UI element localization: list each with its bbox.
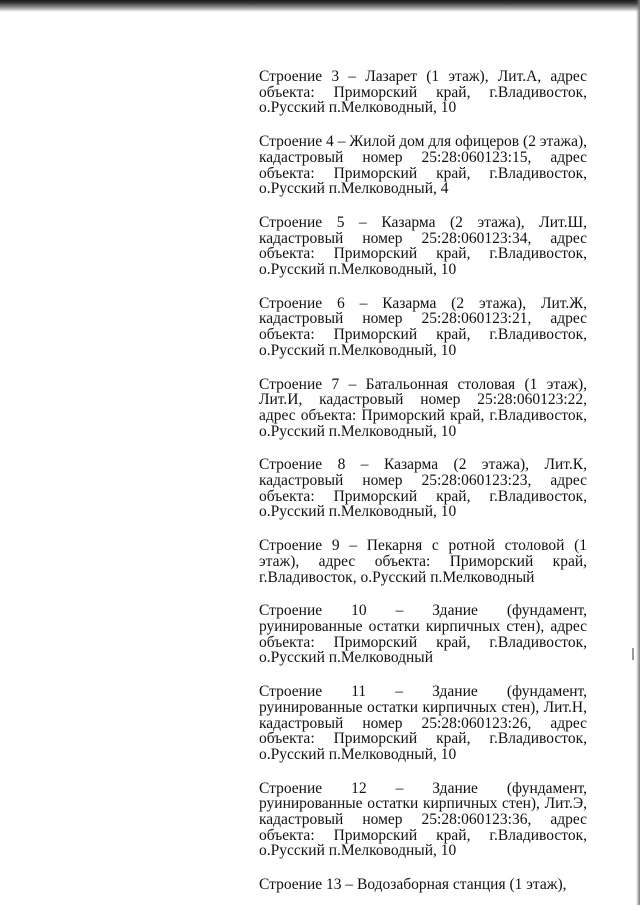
paragraph-building-9: Строение 9 – Пекарня с ротной столовой (1 этаж), адрес объекта: Приморский край, г.Владивосток, о.Русский п.Мелководный xyxy=(259,537,587,586)
paragraph-building-12: Строение 12 – Здание (фундамент, руинированные остатки кирпичных стен), Лит.Э, кадастровый номер 25:28:060123:36, адрес объекта: Приморский край, г.Владивосток, о.Русский п.Мелководный, 10 xyxy=(259,779,587,860)
paragraph-building-6: Строение 6 – Казарма (2 этажа), Лит.Ж, кадастровый номер 25:28:060123:21, адрес объекта: Приморский край, г.Владивосток, о.Русский п.Мелководный, 10 xyxy=(259,294,587,359)
document-body xyxy=(259,69,587,911)
paragraph-building-4: Строение 4 – Жилой дом для офицеров (2 этажа), кадастровый номер 25:28:060123:15, адрес объекта: Приморский край, г.Владивосток, о.Русский п.Мелководный, 4 xyxy=(259,133,587,198)
paragraph-building-10: Строение 10 – Здание (фундамент, руинированные остатки кирпичных стен), адрес объекта: Приморский край, г.Владивосток, о.Русский п.Мелководный xyxy=(259,602,587,667)
paragraph-building-3: Строение 3 – Лазарет (1 этаж), Лит.А, адрес объекта: Приморский край, г.Владивосток, о.Русский п.Мелководный, 10 xyxy=(259,68,587,117)
paragraph-building-7: Строение 7 – Батальонная столовая (1 этаж), Лит.И, кадастровый номер 25:28:060123:22, адрес объекта: Приморский край, г.Владивосток, о.Русский п.Мелководный, 10 xyxy=(259,375,587,440)
scan-top-shadow xyxy=(0,0,640,12)
scan-speck xyxy=(632,648,634,660)
paragraph-building-13: Строение 13 – Водозаборная станция (1 этаж), xyxy=(259,876,567,894)
scan-right-edge xyxy=(636,0,640,905)
paragraph-building-5: Строение 5 – Казарма (2 этажа), Лит.Ш, кадастровый номер 25:28:060123:34, адрес объекта: Приморский край, г.Владивосток, о.Русский п.Мелководный, 10 xyxy=(259,213,587,279)
paragraph-building-8: Строение 8 – Казарма (2 этажа), Лит.К, кадастровый номер 25:28:060123:23, адрес объекта: Приморский край, г.Владивосток, о.Русский п.Мелководный, 10 xyxy=(259,456,587,521)
paragraph-building-11: Строение 11 – Здание (фундамент, руинированные остатки кирпичных стен), Лит.Н, кадастровый номер 25:28:060123:26, адрес объекта: Приморский край, г.Владивосток, о.Русский п.Мелководный, 10 xyxy=(259,683,587,763)
